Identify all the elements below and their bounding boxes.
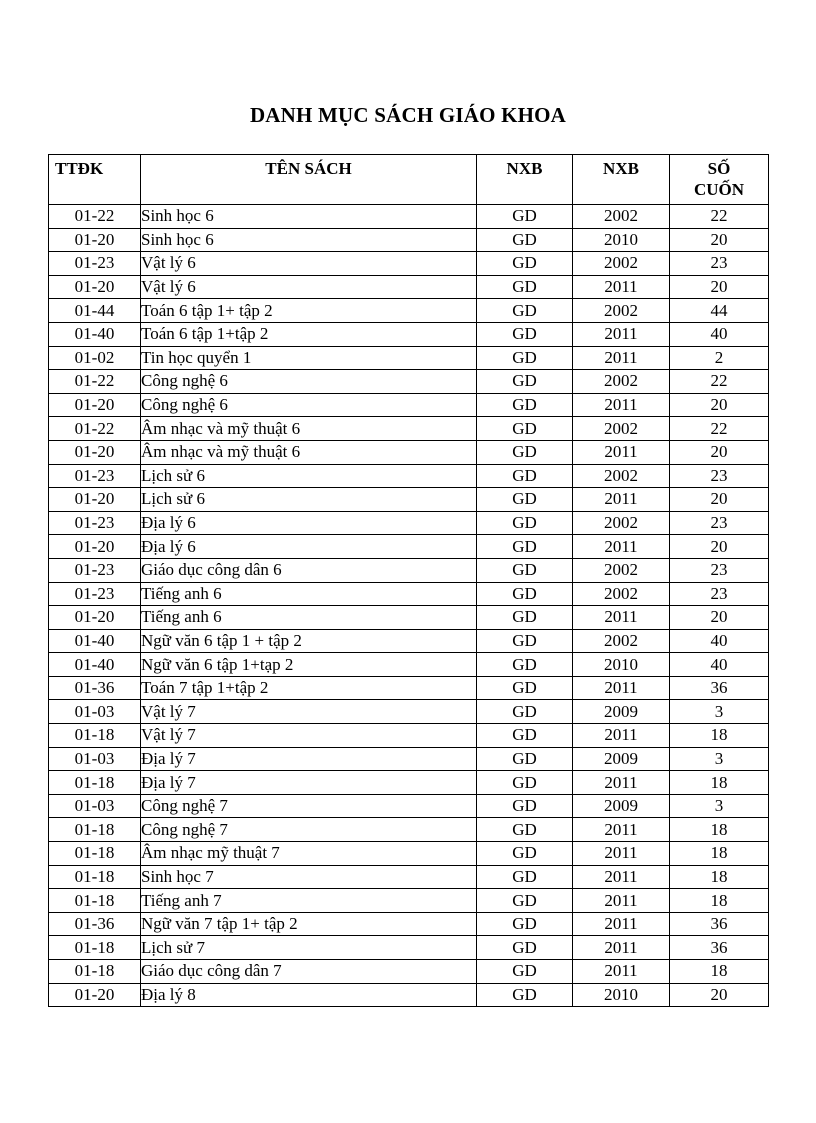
table-row (49, 983, 769, 1007)
cell-year: 2011 (573, 676, 670, 700)
cell-quantity: 20 (670, 983, 769, 1007)
cell-book-name: Lịch sử 6 (141, 464, 477, 488)
cell-year: 2002 (573, 299, 670, 323)
cell-code: 01-18 (49, 724, 141, 748)
cell-quantity: 20 (670, 393, 769, 417)
cell-publisher: GD (477, 322, 573, 346)
cell-publisher: GD (477, 794, 573, 818)
cell-code: 01-23 (49, 252, 141, 276)
cell-book-name: Tiếng anh 7 (141, 889, 477, 913)
cell-quantity: 20 (670, 275, 769, 299)
cell-book-name: Ngữ văn 7 tập 1+ tập 2 (141, 912, 477, 936)
cell-book-name: Tin học quyển 1 (141, 346, 477, 370)
cell-publisher: GD (477, 582, 573, 606)
cell-quantity: 18 (670, 771, 769, 795)
cell-year: 2011 (573, 535, 670, 559)
table-row (49, 275, 769, 299)
cell-publisher: GD (477, 912, 573, 936)
cell-code: 01-20 (49, 983, 141, 1007)
cell-quantity: 44 (670, 299, 769, 323)
table-row (49, 299, 769, 323)
cell-code: 01-03 (49, 794, 141, 818)
table-row (49, 370, 769, 394)
cell-year: 2002 (573, 582, 670, 606)
cell-year: 2010 (573, 228, 670, 252)
cell-quantity: 20 (670, 228, 769, 252)
cell-code: 01-44 (49, 299, 141, 323)
cell-quantity: 40 (670, 629, 769, 653)
table-row (49, 960, 769, 984)
cell-code: 01-23 (49, 511, 141, 535)
cell-book-name: Vật lý 7 (141, 700, 477, 724)
table-row (49, 676, 769, 700)
cell-publisher: GD (477, 488, 573, 512)
table-row (49, 582, 769, 606)
cell-publisher: GD (477, 440, 573, 464)
cell-quantity: 23 (670, 558, 769, 582)
cell-year: 2011 (573, 322, 670, 346)
cell-code: 01-22 (49, 205, 141, 229)
table-row (49, 346, 769, 370)
cell-code: 01-18 (49, 936, 141, 960)
cell-year: 2009 (573, 700, 670, 724)
cell-quantity: 18 (670, 865, 769, 889)
cell-publisher: GD (477, 417, 573, 441)
cell-year: 2002 (573, 464, 670, 488)
cell-code: 01-18 (49, 771, 141, 795)
cell-year: 2002 (573, 417, 670, 441)
cell-code: 01-03 (49, 747, 141, 771)
cell-code: 01-18 (49, 842, 141, 866)
cell-year: 2010 (573, 983, 670, 1007)
cell-quantity: 18 (670, 818, 769, 842)
cell-year: 2011 (573, 818, 670, 842)
cell-quantity: 40 (670, 653, 769, 677)
cell-quantity: 36 (670, 936, 769, 960)
cell-code: 01-20 (49, 440, 141, 464)
cell-code: 01-18 (49, 818, 141, 842)
table-row (49, 393, 769, 417)
cell-book-name: Ngữ văn 6 tập 1 + tập 2 (141, 629, 477, 653)
cell-book-name: Toán 7 tập 1+tập 2 (141, 676, 477, 700)
cell-quantity: 23 (670, 582, 769, 606)
cell-quantity: 23 (670, 252, 769, 276)
table-row (49, 606, 769, 630)
cell-publisher: GD (477, 676, 573, 700)
table-row (49, 889, 769, 913)
cell-publisher: GD (477, 393, 573, 417)
table-row (49, 440, 769, 464)
cell-book-name: Âm nhạc mỹ thuật 7 (141, 842, 477, 866)
cell-year: 2011 (573, 936, 670, 960)
cell-year: 2011 (573, 346, 670, 370)
cell-publisher: GD (477, 724, 573, 748)
table-row (49, 464, 769, 488)
table-row (49, 818, 769, 842)
cell-code: 01-18 (49, 960, 141, 984)
cell-book-name: Sinh học 6 (141, 205, 477, 229)
cell-book-name: Âm nhạc và mỹ thuật 6 (141, 417, 477, 441)
cell-year: 2009 (573, 747, 670, 771)
cell-quantity: 20 (670, 535, 769, 559)
cell-book-name: Công nghệ 7 (141, 818, 477, 842)
cell-code: 01-23 (49, 464, 141, 488)
cell-publisher: GD (477, 889, 573, 913)
cell-year: 2011 (573, 606, 670, 630)
cell-publisher: GD (477, 960, 573, 984)
cell-publisher: GD (477, 865, 573, 889)
cell-book-name: Vật lý 6 (141, 252, 477, 276)
cell-quantity: 36 (670, 676, 769, 700)
cell-year: 2011 (573, 842, 670, 866)
cell-book-name: Toán 6 tập 1+ tập 2 (141, 299, 477, 323)
cell-quantity: 3 (670, 747, 769, 771)
cell-year: 2002 (573, 205, 670, 229)
cell-code: 01-22 (49, 417, 141, 441)
cell-code: 01-20 (49, 606, 141, 630)
cell-year: 2011 (573, 865, 670, 889)
cell-book-name: Ngữ văn 6 tập 1+tạp 2 (141, 653, 477, 677)
table-row (49, 205, 769, 229)
cell-publisher: GD (477, 205, 573, 229)
cell-publisher: GD (477, 606, 573, 630)
cell-publisher: GD (477, 464, 573, 488)
cell-book-name: Sinh học 7 (141, 865, 477, 889)
table-row (49, 252, 769, 276)
cell-book-name: Địa lý 7 (141, 771, 477, 795)
cell-publisher: GD (477, 370, 573, 394)
header-quantity (670, 155, 769, 205)
cell-publisher: GD (477, 299, 573, 323)
cell-publisher: GD (477, 629, 573, 653)
cell-publisher: GD (477, 771, 573, 795)
cell-code: 01-20 (49, 275, 141, 299)
table-row (49, 488, 769, 512)
cell-code: 01-36 (49, 676, 141, 700)
table-header (49, 155, 769, 205)
cell-code: 01-40 (49, 629, 141, 653)
cell-year: 2011 (573, 393, 670, 417)
table-row (49, 724, 769, 748)
book-table (48, 154, 769, 1007)
cell-book-name: Sinh học 6 (141, 228, 477, 252)
cell-code: 01-40 (49, 653, 141, 677)
cell-code: 01-03 (49, 700, 141, 724)
cell-quantity: 40 (670, 322, 769, 346)
table-row (49, 322, 769, 346)
table-row (49, 228, 769, 252)
cell-quantity: 3 (670, 700, 769, 724)
header-name: TÊN SÁCH (141, 155, 477, 205)
table-row (49, 771, 769, 795)
cell-code: 01-20 (49, 228, 141, 252)
table-row (49, 912, 769, 936)
cell-year: 2011 (573, 889, 670, 913)
cell-publisher: GD (477, 700, 573, 724)
cell-quantity: 20 (670, 606, 769, 630)
header-code: TTĐK (49, 155, 141, 205)
cell-book-name: Tiếng anh 6 (141, 606, 477, 630)
table-row (49, 936, 769, 960)
cell-code: 01-20 (49, 393, 141, 417)
table-row (49, 558, 769, 582)
cell-year: 2011 (573, 960, 670, 984)
table-row (49, 700, 769, 724)
cell-quantity: 22 (670, 417, 769, 441)
cell-book-name: Tiếng anh 6 (141, 582, 477, 606)
cell-code: 01-18 (49, 889, 141, 913)
cell-year: 2010 (573, 653, 670, 677)
header-quantity-line1: SỐ (707, 159, 731, 178)
table-row (49, 535, 769, 559)
cell-year: 2011 (573, 488, 670, 512)
cell-publisher: GD (477, 818, 573, 842)
cell-book-name: Địa lý 6 (141, 535, 477, 559)
cell-publisher: GD (477, 535, 573, 559)
header-row (49, 155, 769, 205)
cell-book-name: Địa lý 8 (141, 983, 477, 1007)
cell-code: 01-22 (49, 370, 141, 394)
cell-publisher: GD (477, 842, 573, 866)
cell-publisher: GD (477, 228, 573, 252)
cell-code: 01-18 (49, 865, 141, 889)
table-row (49, 629, 769, 653)
cell-publisher: GD (477, 252, 573, 276)
cell-quantity: 36 (670, 912, 769, 936)
cell-publisher: GD (477, 653, 573, 677)
cell-code: 01-40 (49, 322, 141, 346)
cell-year: 2011 (573, 440, 670, 464)
cell-book-name: Vật lý 7 (141, 724, 477, 748)
cell-code: 01-23 (49, 582, 141, 606)
cell-book-name: Công nghệ 6 (141, 370, 477, 394)
table-body (49, 205, 769, 1007)
cell-book-name: Giáo dục công dân 7 (141, 960, 477, 984)
table-row (49, 794, 769, 818)
cell-book-name: Giáo dục công dân 6 (141, 558, 477, 582)
cell-quantity: 23 (670, 511, 769, 535)
cell-code: 01-20 (49, 488, 141, 512)
cell-quantity: 18 (670, 960, 769, 984)
cell-quantity: 20 (670, 488, 769, 512)
cell-publisher: GD (477, 346, 573, 370)
cell-year: 2011 (573, 771, 670, 795)
cell-publisher: GD (477, 747, 573, 771)
cell-quantity: 22 (670, 370, 769, 394)
cell-year: 2011 (573, 275, 670, 299)
cell-book-name: Âm nhạc và mỹ thuật 6 (141, 440, 477, 464)
cell-quantity: 22 (670, 205, 769, 229)
cell-quantity: 18 (670, 724, 769, 748)
table-row (49, 511, 769, 535)
header-quantity-line2: CUỐN (693, 180, 745, 199)
cell-quantity: 3 (670, 794, 769, 818)
cell-code: 01-02 (49, 346, 141, 370)
cell-code: 01-36 (49, 912, 141, 936)
cell-year: 2011 (573, 724, 670, 748)
cell-year: 2002 (573, 629, 670, 653)
cell-year: 2002 (573, 252, 670, 276)
cell-book-name: Vật lý 6 (141, 275, 477, 299)
cell-quantity: 18 (670, 842, 769, 866)
cell-publisher: GD (477, 936, 573, 960)
cell-year: 2002 (573, 370, 670, 394)
header-year: NXB (573, 155, 670, 205)
table-row (49, 865, 769, 889)
cell-book-name: Lịch sử 7 (141, 936, 477, 960)
cell-quantity: 23 (670, 464, 769, 488)
table-row (49, 842, 769, 866)
cell-year: 2009 (573, 794, 670, 818)
page-title: DANH MỤC SÁCH GIÁO KHOA (249, 103, 567, 127)
cell-publisher: GD (477, 558, 573, 582)
cell-quantity: 20 (670, 440, 769, 464)
cell-publisher: GD (477, 275, 573, 299)
cell-book-name: Địa lý 7 (141, 747, 477, 771)
cell-code: 01-20 (49, 535, 141, 559)
cell-book-name: Lịch sử 6 (141, 488, 477, 512)
cell-book-name: Địa lý 6 (141, 511, 477, 535)
cell-publisher: GD (477, 511, 573, 535)
cell-code: 01-23 (49, 558, 141, 582)
cell-publisher: GD (477, 983, 573, 1007)
header-publisher: NXB (477, 155, 573, 205)
table-row (49, 417, 769, 441)
table-row (49, 747, 769, 771)
cell-year: 2002 (573, 558, 670, 582)
cell-book-name: Toán 6 tập 1+tập 2 (141, 322, 477, 346)
cell-quantity: 18 (670, 889, 769, 913)
cell-quantity: 2 (670, 346, 769, 370)
cell-year: 2002 (573, 511, 670, 535)
cell-book-name: Công nghệ 6 (141, 393, 477, 417)
table-row (49, 653, 769, 677)
cell-book-name: Công nghệ 7 (141, 794, 477, 818)
cell-year: 2011 (573, 912, 670, 936)
